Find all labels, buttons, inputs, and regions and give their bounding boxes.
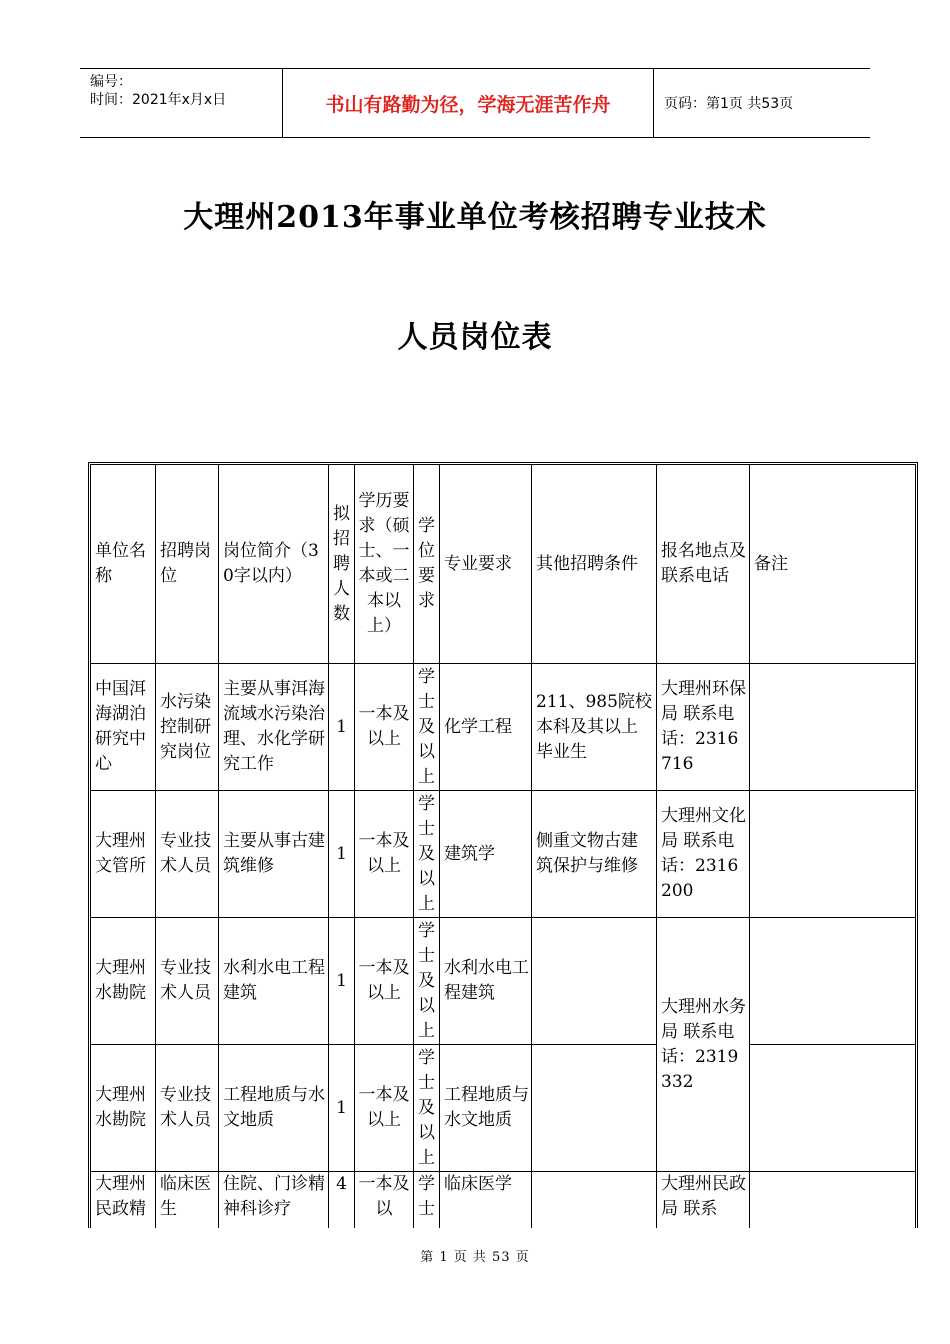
table-cell: 4 [329,1172,355,1228]
document-time-label: 时间：2021年x月x日 [90,92,227,108]
table-cell: 化学工程 [440,664,532,791]
table-cell [750,664,915,791]
header-cell: 学位要求 [414,465,440,664]
table-cell: 临床医生 [156,1172,219,1228]
table-cell: 学士及以上 [414,918,440,1045]
header-cell: 拟招聘人数 [329,465,355,664]
table-cell: 一本及以上 [355,791,414,918]
page-footer: 第 1 页 共 53 页 [420,1250,530,1265]
table-cell: 水利水电工程建筑 [440,918,532,1045]
table-cell: 1 [329,664,355,791]
table-row [91,918,915,1045]
page-header [80,68,870,138]
table-cell: 大理州民政局 联系 [657,1172,750,1228]
document-title-line-2: 人员岗位表 [397,320,553,355]
table-cell: 工程地质与水文地质 [219,1045,329,1172]
table-cell: 临床医学 [440,1172,532,1228]
header-cell: 招聘岗位 [156,465,219,664]
table-cell: 一本及以 [355,1172,414,1228]
table-cell: 中国洱海湖泊研究中心 [91,664,156,791]
table-cell: 专业技术人员 [156,791,219,918]
header-page-info: 页码：第1页 共53页 [664,96,794,112]
table-cell [750,791,915,918]
table-cell: 大理州水勘院 [91,918,156,1045]
table-cell: 工程地质与水文地质 [440,1045,532,1172]
table-cell: 一本及以上 [355,918,414,1045]
table-cell: 水污染控制研究岗位 [156,664,219,791]
table-cell: 大理州民政精 [91,1172,156,1228]
table-row [91,791,915,918]
positions-table [88,462,918,1228]
table-cell: 住院、门诊精神科诊疗 [219,1172,329,1228]
table-cell: 专业技术人员 [156,918,219,1045]
header-cell: 专业要求 [440,465,532,664]
table-cell: 大理州文化局 联系电话：2316200 [657,791,750,918]
table-cell: 主要从事洱海流域水污染治理、水化学研究工作 [219,664,329,791]
table-cell: 1 [329,1045,355,1172]
table-cell: 学士及以上 [414,791,440,918]
table-cell [750,1172,915,1228]
table-cell: 侧重文物古建筑保护与维修 [532,791,657,918]
table-cell [750,1045,915,1172]
table-row [91,1172,915,1228]
table-cell: 水利水电工程建筑 [219,918,329,1045]
document-title-line-1: 大理州2013年事业单位考核招聘专业技术 [183,200,767,235]
header-cell: 学历要求（硕士、一本或二本以上） [355,465,414,664]
table-cell: 一本及以上 [355,1045,414,1172]
header-cell: 报名地点及联系电话 [657,465,750,664]
header-cell: 单位名称 [91,465,156,664]
table-cell: 专业技术人员 [156,1045,219,1172]
table-header-row [91,465,915,664]
table-cell [532,1172,657,1228]
table-cell: 主要从事古建筑维修 [219,791,329,918]
table-cell: 一本及以上 [355,664,414,791]
table-cell [532,918,657,1045]
table-cell: 建筑学 [440,791,532,918]
table-cell [750,918,915,1045]
table-row [91,664,915,791]
table-cell: 学士及以上 [414,1045,440,1172]
table-cell: 1 [329,918,355,1045]
table-cell: 学士 [414,1172,440,1228]
table-cell: 大理州环保局 联系电话：2316716 [657,664,750,791]
table-cell: 大理州文管所 [91,791,156,918]
table-cell [532,1045,657,1172]
header-motto: 书山有路勤为径，学海无涯苦作舟 [282,69,654,137]
table-cell: 大理州水勘院 [91,1045,156,1172]
header-cell: 备注 [750,465,915,664]
table-cell: 学士及以上 [414,664,440,791]
header-cell: 其他招聘条件 [532,465,657,664]
document-number-label: 编号： [90,74,132,90]
table-row [91,1045,915,1172]
header-meta [80,69,282,137]
table-cell-merged: 大理州水务局 联系电话：2319332 [657,918,750,1172]
table-cell: 211、985院校本科及其以上毕业生 [532,664,657,791]
header-cell: 岗位简介（30字以内） [219,465,329,664]
table-cell: 1 [329,791,355,918]
